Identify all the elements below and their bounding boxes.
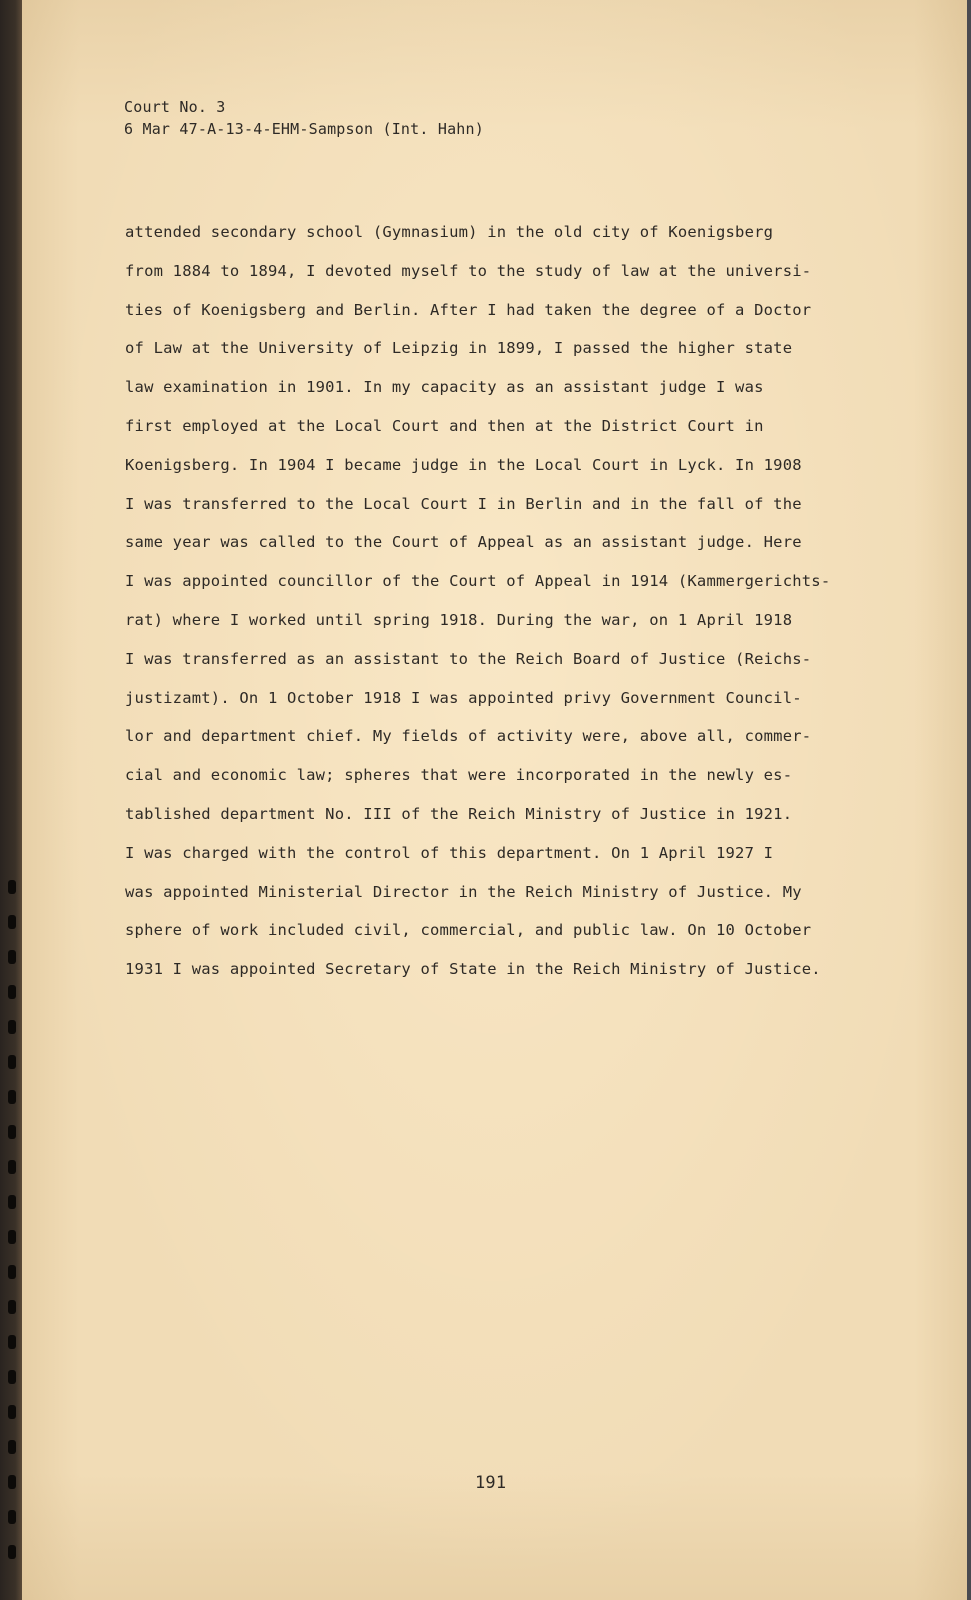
scan-edge (967, 0, 971, 1600)
binding-hole (8, 1125, 16, 1139)
text-line: law examination in 1901. In my capacity as an assistant judge I was (125, 378, 764, 397)
testimony-text (125, 220, 885, 996)
binding-hole (8, 950, 16, 964)
text-line: of Law at the University of Leipzig in 1899, I passed the higher state (125, 339, 793, 358)
session-reference: 6 Mar 47-A-13-4-EHM-Sampson (Int. Hahn) (124, 120, 484, 138)
binding-hole (8, 1160, 16, 1174)
text-line: from 1884 to 1894, I devoted myself to the study of law at the universi- (125, 261, 812, 280)
text-line: cial and economic law; spheres that were incorporated in the newly es- (125, 766, 793, 785)
page-number: 191 (475, 1473, 507, 1493)
text-line: I was appointed councillor of the Court of Appeal in 1914 (Kammergerichts- (125, 572, 831, 591)
binding-hole (8, 1265, 16, 1279)
court-number: Court No. 3 (124, 98, 226, 116)
text-line: was appointed Ministerial Director in the Reich Ministry of Justice. My (125, 882, 802, 901)
document-header (124, 96, 484, 140)
text-line: same year was called to the Court of Appeal as an assistant judge. Here (125, 533, 802, 552)
binding-hole (8, 915, 16, 929)
binding-hole (8, 1020, 16, 1034)
binding-hole (8, 1545, 16, 1559)
text-line: 1931 I was appointed Secretary of State in the Reich Ministry of Justice. (125, 960, 821, 979)
binding-hole (8, 1055, 16, 1069)
binding-hole (8, 1510, 16, 1524)
text-line: I was charged with the control of this department. On 1 April 1927 I (125, 843, 774, 862)
binding-hole (8, 1090, 16, 1104)
text-line: ties of Koenigsberg and Berlin. After I had taken the degree of a Doctor (125, 300, 812, 319)
document-page (22, 0, 971, 1600)
binding-hole (8, 1475, 16, 1489)
text-line: I was transferred as an assistant to the Reich Board of Justice (Reichs- (125, 649, 812, 668)
text-line: attended secondary school (Gymnasium) in the old city of Koenigsberg (125, 223, 774, 241)
binding-hole (8, 985, 16, 999)
text-line: I was transferred to the Local Court I in Berlin and in the fall of the (125, 494, 802, 513)
binding-hole (8, 1370, 16, 1384)
text-line: sphere of work included civil, commercial, and public law. On 10 October (125, 921, 812, 940)
binding-hole (8, 1440, 16, 1454)
text-line: rat) where I worked until spring 1918. During the war, on 1 April 1918 (125, 610, 793, 629)
text-line: tablished department No. III of the Reich Ministry of Justice in 1921. (125, 804, 793, 823)
text-line: Koenigsberg. In 1904 I became judge in the Local Court in Lyck. In 1908 (125, 455, 802, 474)
text-line: lor and department chief. My fields of activity were, above all, commer- (125, 727, 812, 746)
binding-edge (0, 0, 22, 1600)
text-line: first employed at the Local Court and then at the District Court in (125, 416, 764, 435)
binding-hole (8, 1405, 16, 1419)
binding-hole (8, 880, 16, 894)
binding-hole (8, 1335, 16, 1349)
binding-hole (8, 1230, 16, 1244)
binding-hole (8, 1195, 16, 1209)
text-line: justizamt). On 1 October 1918 I was appointed privy Government Council- (125, 688, 802, 707)
binding-hole (8, 1300, 16, 1314)
